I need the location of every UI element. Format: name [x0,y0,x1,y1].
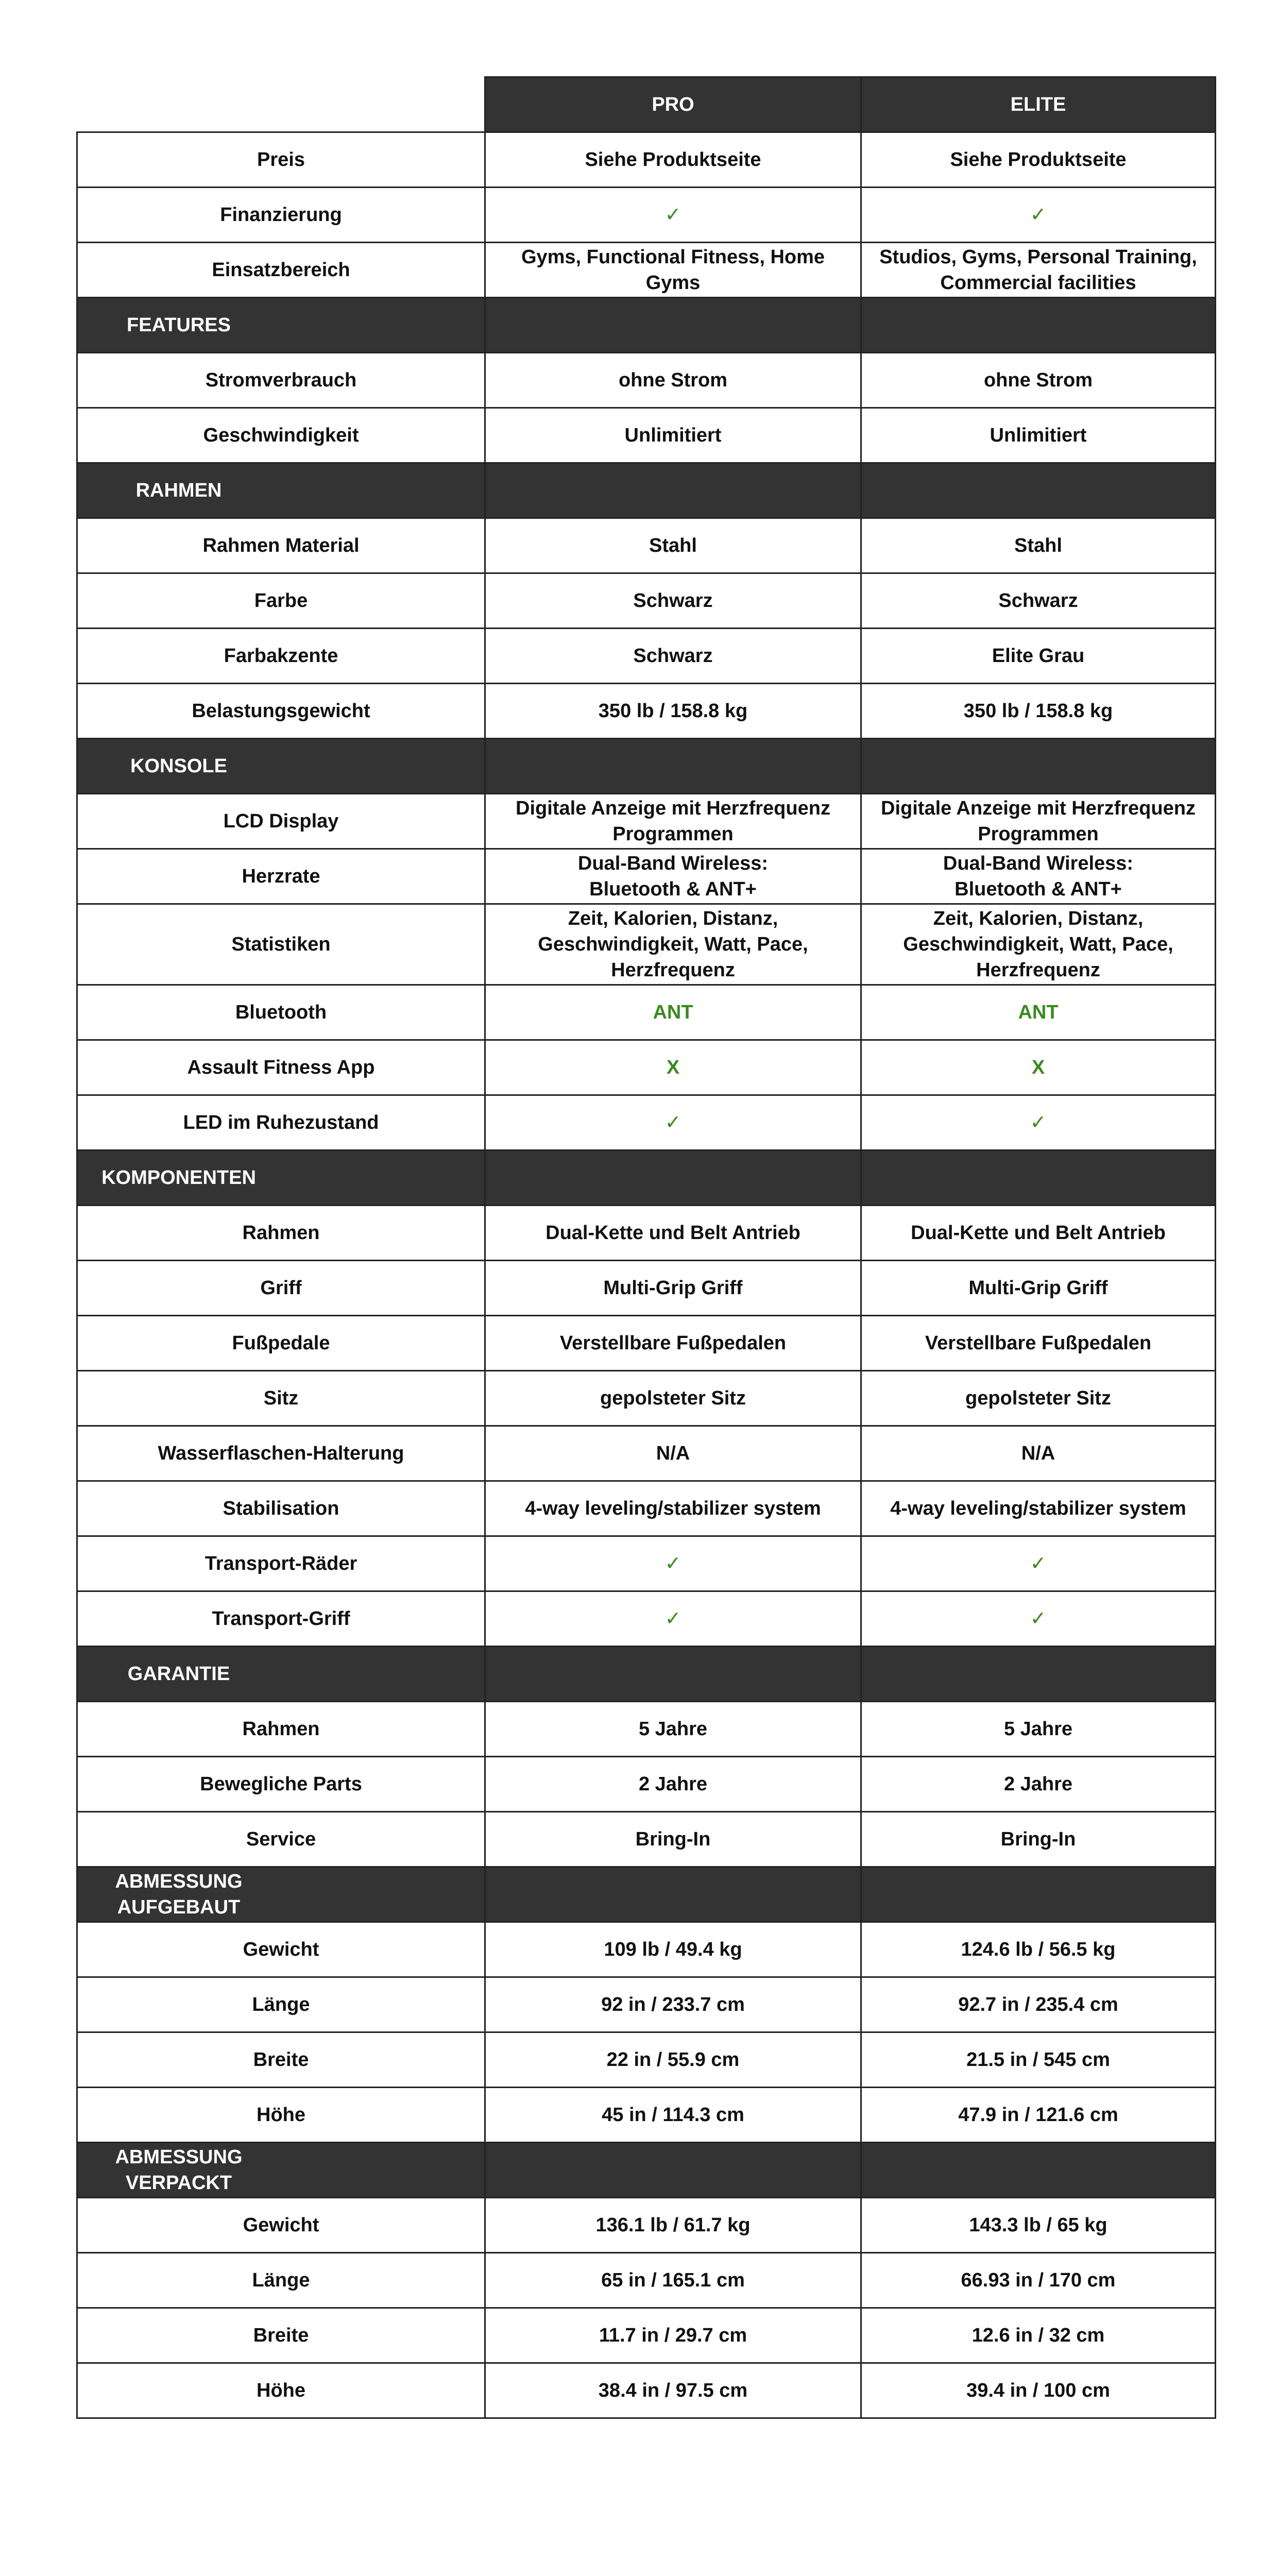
value-cell-elite: Elite Grau [861,629,1216,684]
row-label: Statistiken [77,904,485,985]
value-cell-pro: Digitale Anzeige mit Herzfrequenz Programmen [485,794,861,849]
row-label: Griff [77,1261,485,1316]
checkmark-icon: ✓ [861,1591,1216,1647]
table-row [77,849,1216,904]
row-label: Breite [77,2032,485,2088]
section-empty-cell [861,463,1216,518]
value-cell-pro: 2 Jahre [485,1757,861,1812]
value-cell-elite: 92.7 in / 235.4 cm [861,1977,1216,2032]
checkmark-icon: ✓ [861,1095,1216,1150]
row-label: Rahmen [77,1702,485,1757]
section-empty-cell [861,2143,1216,2198]
section-empty-cell [485,1150,861,1206]
value-cell-elite: Siehe Produktseite [861,132,1216,188]
section-title-text: ABMESSUNG AUFGEBAUT [115,1871,243,1918]
value-cell-pro: Stahl [485,518,861,573]
section-title [77,298,485,353]
checkmark-icon: ✓ [485,188,861,243]
section-empty-cell [485,2143,861,2198]
section-title-text: ABMESSUNG VERPACKT [115,2146,243,2194]
section-header-row [77,2143,1216,2198]
row-label: Einsatzbereich [77,243,485,298]
row-label: Wasserflaschen-Halterung [77,1426,485,1481]
value-cell-elite: Schwarz [861,573,1216,629]
section-header-row [77,463,1216,518]
section-title-text: RAHMEN [135,480,222,501]
row-label: Gewicht [77,1922,485,1977]
value-cell-elite: ANT [861,985,1216,1040]
value-cell-pro: Schwarz [485,573,861,629]
table-row [77,2032,1216,2088]
table-row [77,1481,1216,1536]
row-label: Belastungsgewicht [77,684,485,739]
row-label: LCD Display [77,794,485,849]
row-label: Farbakzente [77,629,485,684]
section-empty-cell [485,1867,861,1922]
table-row [77,353,1216,408]
value-cell-elite: ohne Strom [861,353,1216,408]
value-cell-elite: 21.5 in / 545 cm [861,2032,1216,2088]
value-cell-elite: 2 Jahre [861,1757,1216,1812]
section-title-text: GARANTIE [127,1663,230,1685]
table-row [77,985,1216,1040]
value-cell-elite: 47.9 in / 121.6 cm [861,2088,1216,2143]
table-row [77,573,1216,629]
header-empty-cell [77,77,485,132]
row-label: Transport-Räder [77,1536,485,1591]
table-row [77,1977,1216,2032]
row-label: Sitz [77,1371,485,1426]
table-row [77,1426,1216,1481]
section-title-text: FEATURES [127,314,231,336]
value-cell-pro: 65 in / 165.1 cm [485,2253,861,2308]
value-cell-pro: Gyms, Functional Fitness, Home Gyms [485,243,861,298]
value-cell-pro: gepolsteter Sitz [485,1371,861,1426]
table-row [77,1040,1216,1095]
row-label: Breite [77,2308,485,2363]
value-cell-pro: 4-way leveling/stabilizer system [485,1481,861,1536]
section-title-text: KONSOLE [130,755,227,777]
table-row [77,518,1216,573]
section-header-row [77,1867,1216,1922]
table-row [77,2088,1216,2143]
row-label: Gewicht [77,2198,485,2253]
checkmark-icon: ✓ [485,1536,861,1591]
section-empty-cell [485,739,861,794]
section-title [77,463,485,518]
section-title [77,1867,485,1922]
section-empty-cell [861,1647,1216,1702]
value-cell-pro: Bring-In [485,1812,861,1867]
value-cell-elite: X [861,1040,1216,1095]
row-label: Service [77,1812,485,1867]
table-row [77,904,1216,985]
column-header-pro: PRO [485,77,861,132]
table-row [77,1261,1216,1316]
value-cell-pro: Zeit, Kalorien, Distanz, Geschwindigkeit, Watt, Pace, Herzfrequenz [485,904,861,985]
section-empty-cell [861,1150,1216,1206]
table-row [77,1812,1216,1867]
section-empty-cell [861,298,1216,353]
table-row [77,1206,1216,1261]
value-cell-pro: 5 Jahre [485,1702,861,1757]
row-label: Herzrate [77,849,485,904]
table-row [77,1536,1216,1591]
section-header-row [77,1647,1216,1702]
value-cell-elite: 124.6 lb / 56.5 kg [861,1922,1216,1977]
row-label: Transport-Griff [77,1591,485,1647]
value-cell-pro: ohne Strom [485,353,861,408]
section-title [77,1647,485,1702]
row-label: Rahmen [77,1206,485,1261]
value-cell-elite: 5 Jahre [861,1702,1216,1757]
value-cell-pro: Schwarz [485,629,861,684]
value-cell-pro: 92 in / 233.7 cm [485,1977,861,2032]
value-cell-pro: X [485,1040,861,1095]
section-empty-cell [861,739,1216,794]
table-row [77,2363,1216,2418]
section-empty-cell [485,298,861,353]
checkmark-icon: ✓ [861,188,1216,243]
section-title [77,739,485,794]
value-cell-pro: Verstellbare Fußpedalen [485,1316,861,1371]
section-empty-cell [485,1647,861,1702]
table-row [77,794,1216,849]
row-label: Länge [77,2253,485,2308]
value-cell-pro: 38.4 in / 97.5 cm [485,2363,861,2418]
value-cell-pro: 350 lb / 158.8 kg [485,684,861,739]
section-title [77,2143,485,2198]
checkmark-icon: ✓ [861,1536,1216,1591]
value-cell-pro: 11.7 in / 29.7 cm [485,2308,861,2363]
value-cell-elite: Dual-Kette und Belt Antrieb [861,1206,1216,1261]
table-row [77,684,1216,739]
value-cell-elite: gepolsteter Sitz [861,1371,1216,1426]
table-row [77,188,1216,243]
table-row [77,1591,1216,1647]
value-cell-elite: Verstellbare Fußpedalen [861,1316,1216,1371]
table-row [77,2308,1216,2363]
value-cell-pro: 45 in / 114.3 cm [485,2088,861,2143]
table-row [77,2198,1216,2253]
table-row [77,629,1216,684]
section-title-text: KOMPONENTEN [101,1167,256,1189]
checkmark-icon: ✓ [485,1591,861,1647]
value-cell-pro: Dual-Band Wireless: Bluetooth & ANT+ [485,849,861,904]
section-empty-cell [861,1867,1216,1922]
value-cell-elite: Studios, Gyms, Personal Training, Commercial facilities [861,243,1216,298]
value-cell-pro: 22 in / 55.9 cm [485,2032,861,2088]
value-cell-pro: 136.1 lb / 61.7 kg [485,2198,861,2253]
row-label: Stabilisation [77,1481,485,1536]
value-cell-pro: 109 lb / 49.4 kg [485,1922,861,1977]
value-cell-elite: Dual-Band Wireless: Bluetooth & ANT+ [861,849,1216,904]
section-header-row [77,739,1216,794]
value-cell-elite: Multi-Grip Griff [861,1261,1216,1316]
section-empty-cell [485,463,861,518]
row-label: Fußpedale [77,1316,485,1371]
row-label: Assault Fitness App [77,1040,485,1095]
value-cell-elite: Stahl [861,518,1216,573]
row-label: Preis [77,132,485,188]
row-label: Höhe [77,2363,485,2418]
table-row [77,1371,1216,1426]
value-cell-elite: 12.6 in / 32 cm [861,2308,1216,2363]
value-cell-elite: 143.3 lb / 65 kg [861,2198,1216,2253]
row-label: Höhe [77,2088,485,2143]
value-cell-elite: 350 lb / 158.8 kg [861,684,1216,739]
table-row [77,243,1216,298]
section-header-row [77,298,1216,353]
value-cell-elite: Bring-In [861,1812,1216,1867]
section-header-row [77,1150,1216,1206]
table-row [77,1757,1216,1812]
value-cell-pro: Multi-Grip Griff [485,1261,861,1316]
row-label: Bewegliche Parts [77,1757,485,1812]
row-label: Farbe [77,573,485,629]
table-row [77,1095,1216,1150]
table-row [77,132,1216,188]
table-row [77,1316,1216,1371]
spec-comparison-table [76,76,1216,2419]
row-label: Stromverbrauch [77,353,485,408]
column-header-elite: ELITE [861,77,1216,132]
value-cell-pro: Dual-Kette und Belt Antrieb [485,1206,861,1261]
row-label: Länge [77,1977,485,2032]
value-cell-elite: N/A [861,1426,1216,1481]
table-header-row [77,77,1216,132]
value-cell-elite: 4-way leveling/stabilizer system [861,1481,1216,1536]
table-row [77,2253,1216,2308]
table-row [77,1922,1216,1977]
value-cell-elite: 66.93 in / 170 cm [861,2253,1216,2308]
value-cell-pro: Siehe Produktseite [485,132,861,188]
value-cell-elite: Zeit, Kalorien, Distanz, Geschwindigkeit, Watt, Pace, Herzfrequenz [861,904,1216,985]
value-cell-pro: Unlimitiert [485,408,861,463]
checkmark-icon: ✓ [485,1095,861,1150]
row-label: LED im Ruhezustand [77,1095,485,1150]
row-label: Geschwindigkeit [77,408,485,463]
value-cell-elite: Digitale Anzeige mit Herzfrequenz Programmen [861,794,1216,849]
section-title [77,1150,485,1206]
table-row [77,1702,1216,1757]
row-label: Bluetooth [77,985,485,1040]
row-label: Finanzierung [77,188,485,243]
table-row [77,408,1216,463]
value-cell-elite: 39.4 in / 100 cm [861,2363,1216,2418]
value-cell-pro: N/A [485,1426,861,1481]
value-cell-elite: Unlimitiert [861,408,1216,463]
table-body [77,132,1216,2418]
row-label: Rahmen Material [77,518,485,573]
value-cell-pro: ANT [485,985,861,1040]
